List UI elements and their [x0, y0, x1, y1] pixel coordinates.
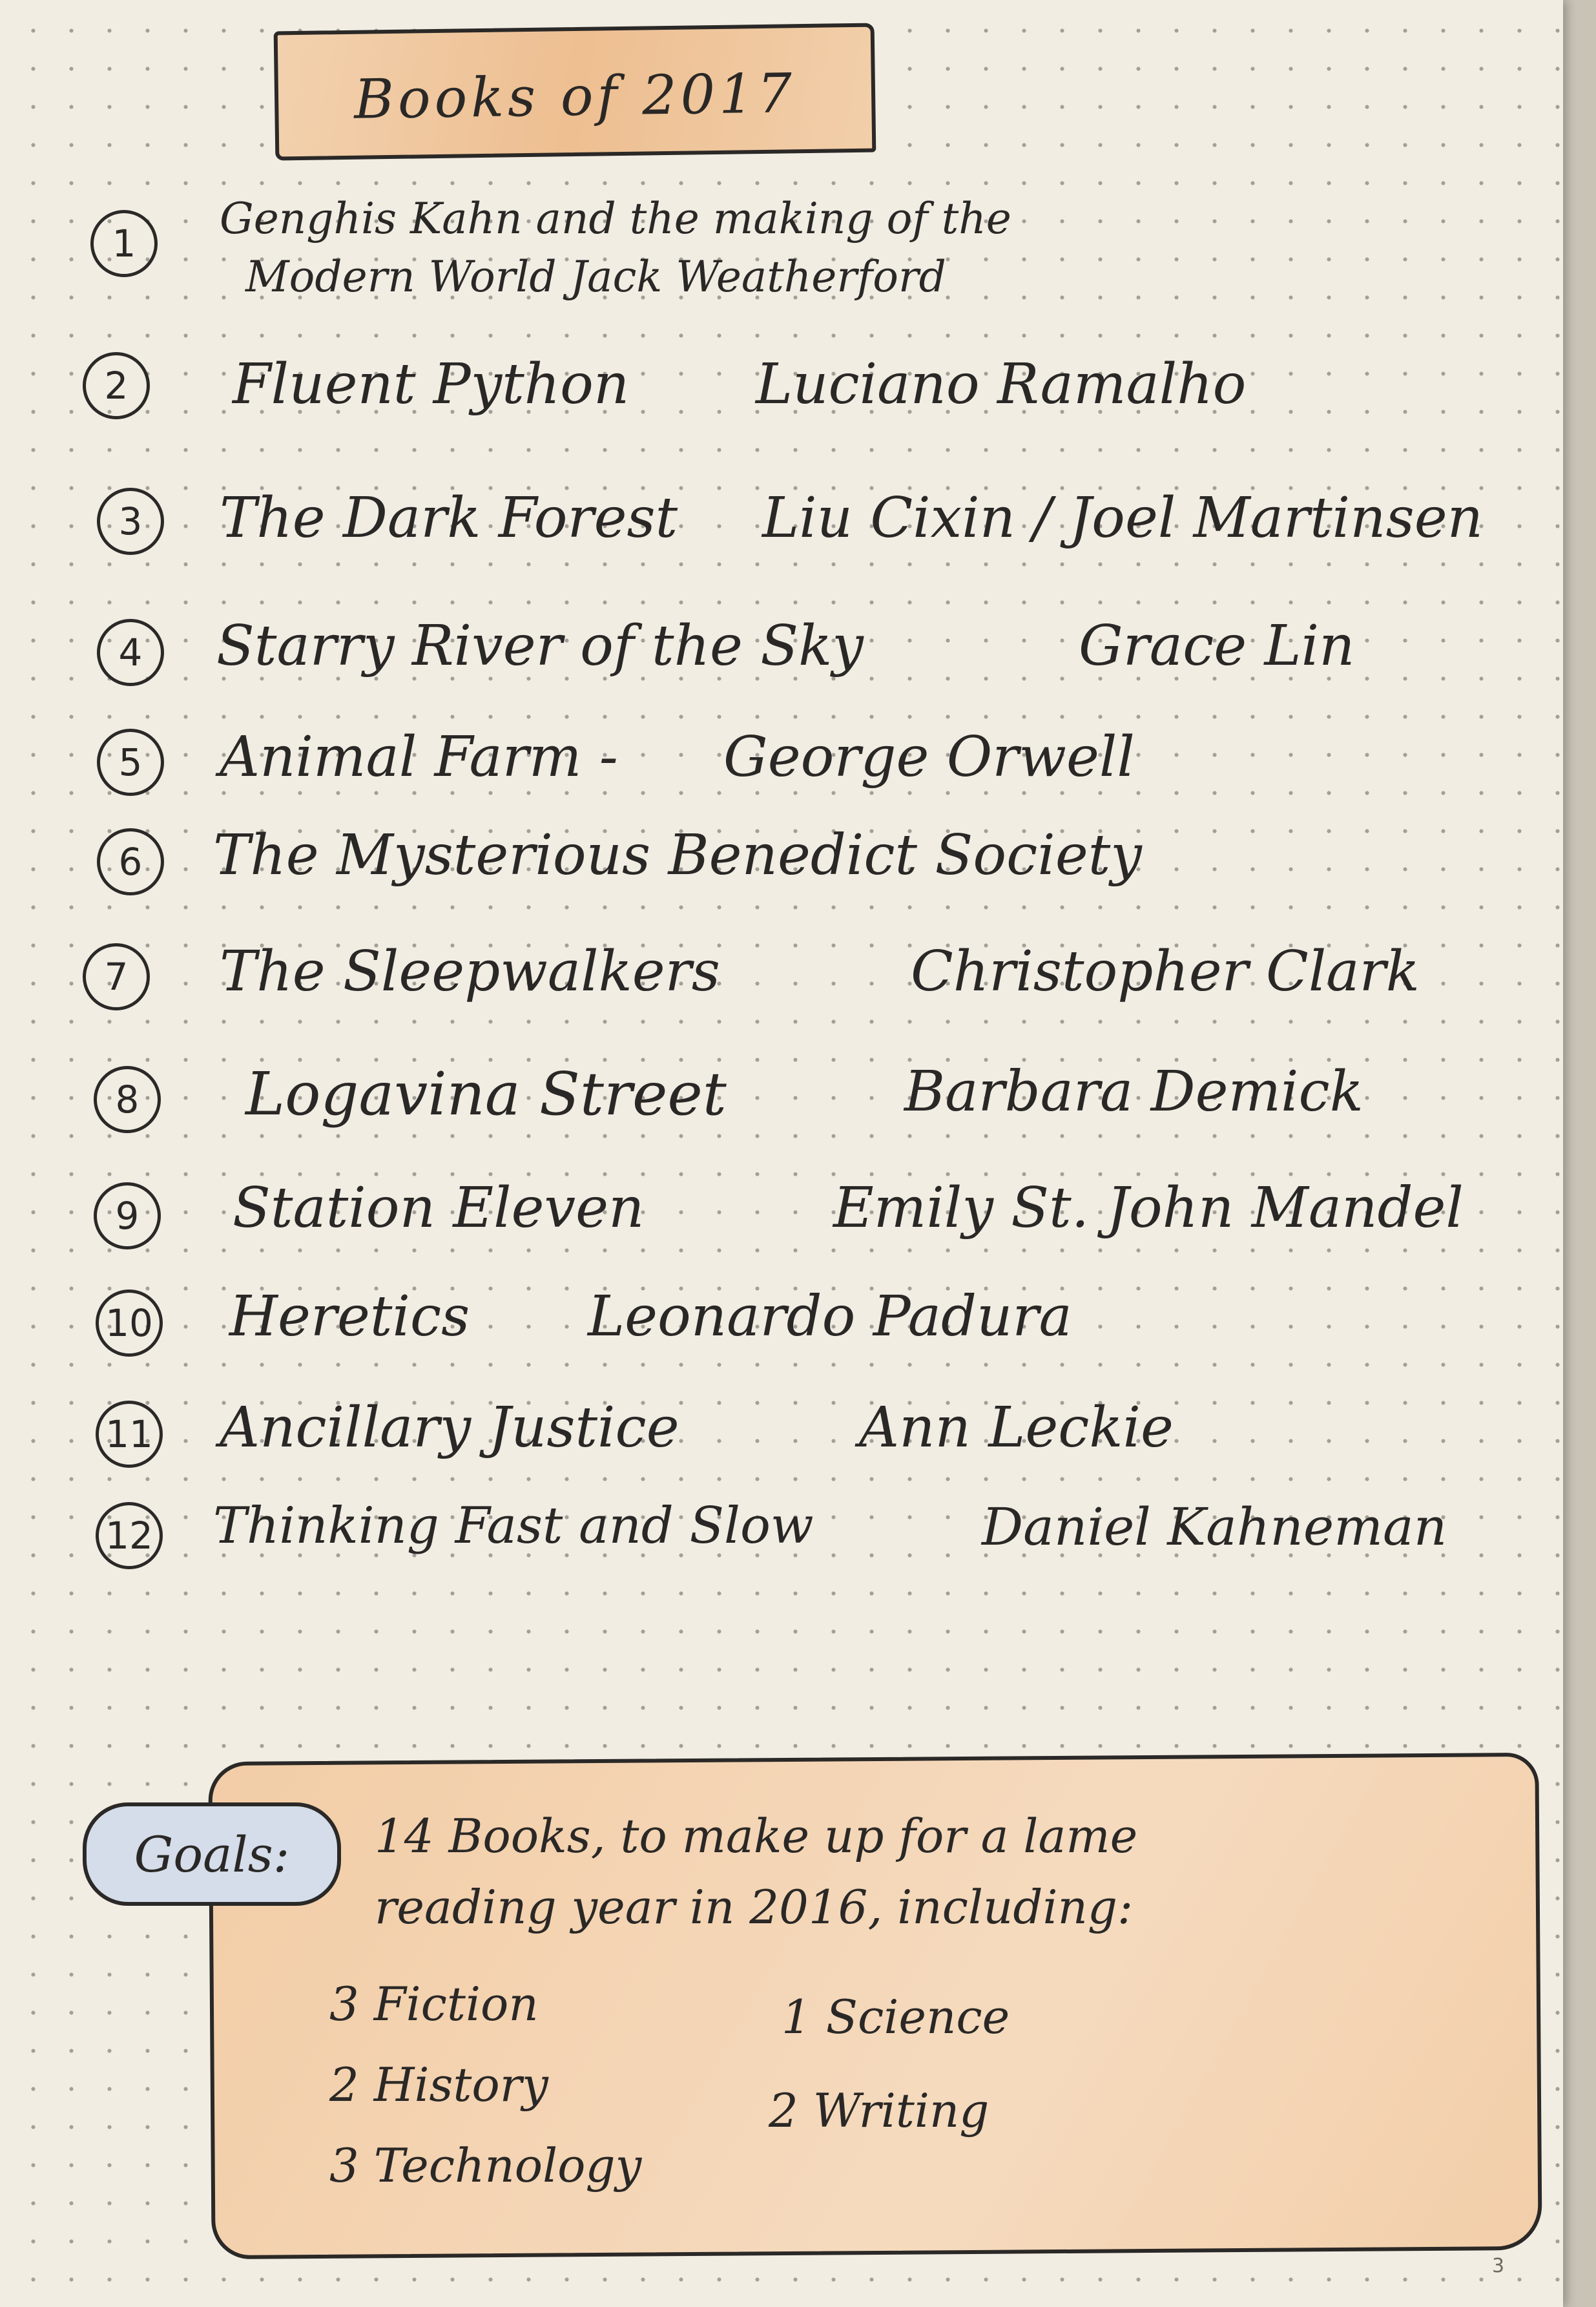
book-title: Animal Farm -	[220, 725, 618, 789]
book-number: 1	[90, 210, 158, 277]
book-entry-12	[0, 1497, 1563, 1605]
goal-category-science: 1 Science	[782, 1990, 1010, 2044]
book-number: 10	[96, 1289, 163, 1357]
book-number: 12	[96, 1502, 163, 1569]
book-entry-10	[0, 1284, 1563, 1393]
book-title: The Dark Forest	[220, 486, 678, 550]
book-entry-9	[0, 1176, 1563, 1286]
book-title: Ancillary Justice	[220, 1395, 679, 1460]
goal-category-fiction: 3 Fiction	[329, 1977, 539, 2031]
book-title-line: Genghis Kahn and the making of the	[220, 194, 1011, 244]
book-number: 3	[97, 488, 164, 555]
book-author: Grace Lin	[1079, 614, 1355, 678]
book-number: 8	[94, 1066, 161, 1133]
book-entry-3	[0, 486, 1563, 594]
book-title: The Sleepwalkers	[220, 939, 720, 1004]
title-box	[274, 23, 876, 161]
book-entry-6	[0, 823, 1563, 932]
book-entry-5	[0, 725, 1563, 832]
goal-category-writing: 2 Writing	[769, 2083, 990, 2138]
book-author: Ann Leckie	[859, 1395, 1174, 1460]
goal-category-history: 2 History	[329, 2058, 548, 2112]
book-entry-8	[0, 1060, 1563, 1169]
goals-label: Goals:	[83, 1802, 341, 1906]
book-entry-2	[0, 352, 1563, 455]
book-number: 5	[97, 729, 164, 796]
book-title: Fluent Python	[233, 352, 630, 417]
book-author: Christopher Clark	[911, 939, 1420, 1004]
page-title: Books of 2017	[353, 61, 796, 131]
book-author: Luciano Ramalho	[756, 352, 1247, 417]
book-author: Daniel Kahneman	[982, 1497, 1447, 1557]
book-entry-1	[0, 187, 1563, 302]
book-entry-7	[0, 939, 1563, 1047]
book-entry-11	[0, 1395, 1563, 1504]
book-entry-4	[0, 614, 1563, 722]
book-title: Heretics	[229, 1284, 470, 1349]
book-number: 7	[83, 943, 150, 1010]
book-title: The Mysterious Benedict Society	[213, 823, 1142, 888]
book-author: Barbara Demick	[904, 1060, 1363, 1124]
book-title: Logavina Street	[245, 1060, 727, 1129]
book-number: 4	[97, 619, 164, 686]
book-number: 2	[83, 352, 150, 419]
book-number: 6	[97, 828, 164, 895]
book-author: Leonardo Padura	[588, 1284, 1072, 1349]
goal-category-technology: 3 Technology	[329, 2138, 642, 2193]
book-number: 9	[94, 1182, 161, 1249]
book-title: Thinking Fast and Slow	[213, 1497, 814, 1555]
goals-line: reading year in 2016, including:	[375, 1880, 1134, 1934]
book-title: Station Eleven	[233, 1176, 645, 1240]
page-number: 3	[1492, 2255, 1505, 2277]
book-author: Liu Cixin / Joel Martinsen	[762, 486, 1483, 550]
book-title: Starry River of the Sky	[216, 614, 864, 678]
book-author: Emily St. John Mandel	[833, 1176, 1464, 1240]
book-author: George Orwell	[723, 725, 1135, 789]
book-number: 11	[96, 1401, 163, 1468]
goals-line: 14 Books, to make up for a lame	[375, 1809, 1138, 1863]
book-title-author-line: Modern World Jack Weatherford	[245, 252, 946, 302]
